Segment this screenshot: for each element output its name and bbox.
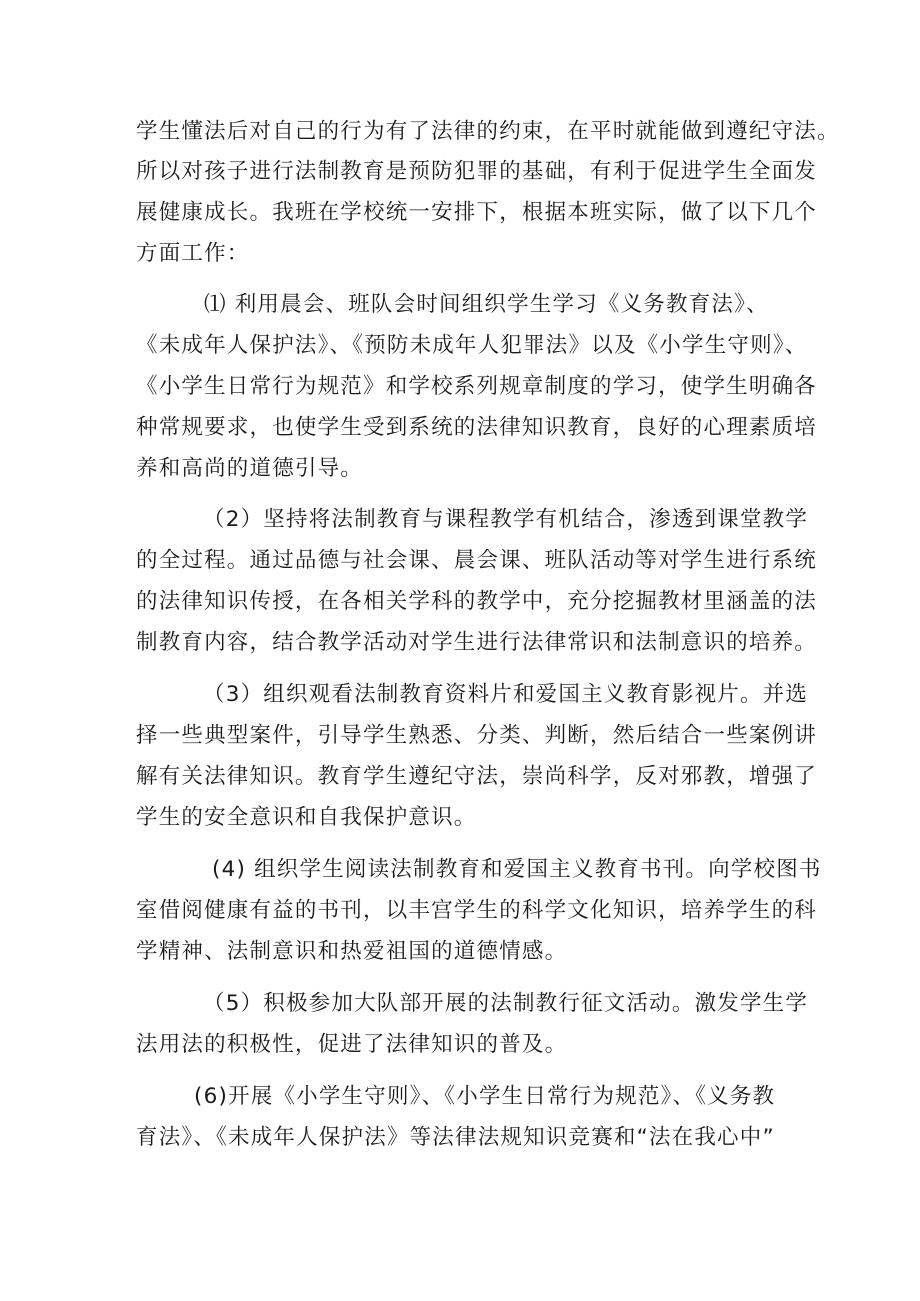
text-line: 《未成年人保护法》、《预防未成年人犯罪法》以及《小学生守则》、 [136,333,808,358]
text-line: 学生的安全意识和自我保护意识。 [136,805,477,830]
text-line: （2）坚持将法制教育与课程教学有机结合，渗透到课堂教学 [203,507,809,532]
text-line: 学生懂法后对自己的行为有了法律的约束，在平时就能做到遵纪守法。 [136,119,840,144]
text-line: 养和高尚的道德引导。 [136,456,364,481]
text-line: 所以对孩子进行法制教育是预防犯罪的基础，有利于促进学生全面发 [136,159,818,184]
text-line: 展健康成长。我班在学校统一安排下，根据本班实际，做了以下几个 [136,200,818,225]
text-line: 《小学生日常行为规范》和学校系列规章制度的学习，使学生明确各 [136,374,818,399]
text-line: 种常规要求，也使学生受到系统的法律知识教育，良好的心理素质培 [136,415,818,440]
text-line: （3）组织观看法制教育资料片和爱国主义教育影视片。并选 [203,682,809,707]
text-line: 的法律知识传授，在各相关学科的教学中，充分挖掘教材里涵盖的法 [136,589,818,614]
text-line: (6)开展《小学生守则》、《小学生日常行为规范》、《义务教 [194,1084,776,1109]
text-line: 育法》、《未成年人保护法》等法律法规知识竞赛和“法在我心中” [136,1125,775,1150]
text-line: (4) 组织学生阅读法制教育和爱国主义教育书刊。向学校图书 [212,857,822,882]
text-line: 的全过程。通过品德与社会课、晨会课、班队活动等对学生进行系统 [136,548,818,573]
text-line: 制教育内容，结合教学活动对学生进行法律常识和法制意识的培养。 [136,630,818,655]
text-line: 室借阅健康有益的书刊，以丰宫学生的科学文化知识，培养学生的科 [136,898,818,923]
text-line: ⑴ 利用晨会、班队会时间组织学生学习《义务教育法》、 [204,292,769,317]
text-line: 择一些典型案件，引导学生熟悉、分类、判断，然后结合一些案例讲 [136,723,818,748]
text-line: 学精神、法制意识和热爱祖国的道德情感。 [136,939,568,964]
text-line: （5）积极参加大队部开展的法制教行征文活动。激发学生学 [203,991,809,1016]
text-line: 解有关法律知识。教育学生遵纪守法，崇尚科学，反对邪教，增强了 [136,764,818,789]
text-line: 方面工作： [136,241,250,266]
text-line: 法用法的积极性，促进了法律知识的普及。 [136,1032,568,1057]
